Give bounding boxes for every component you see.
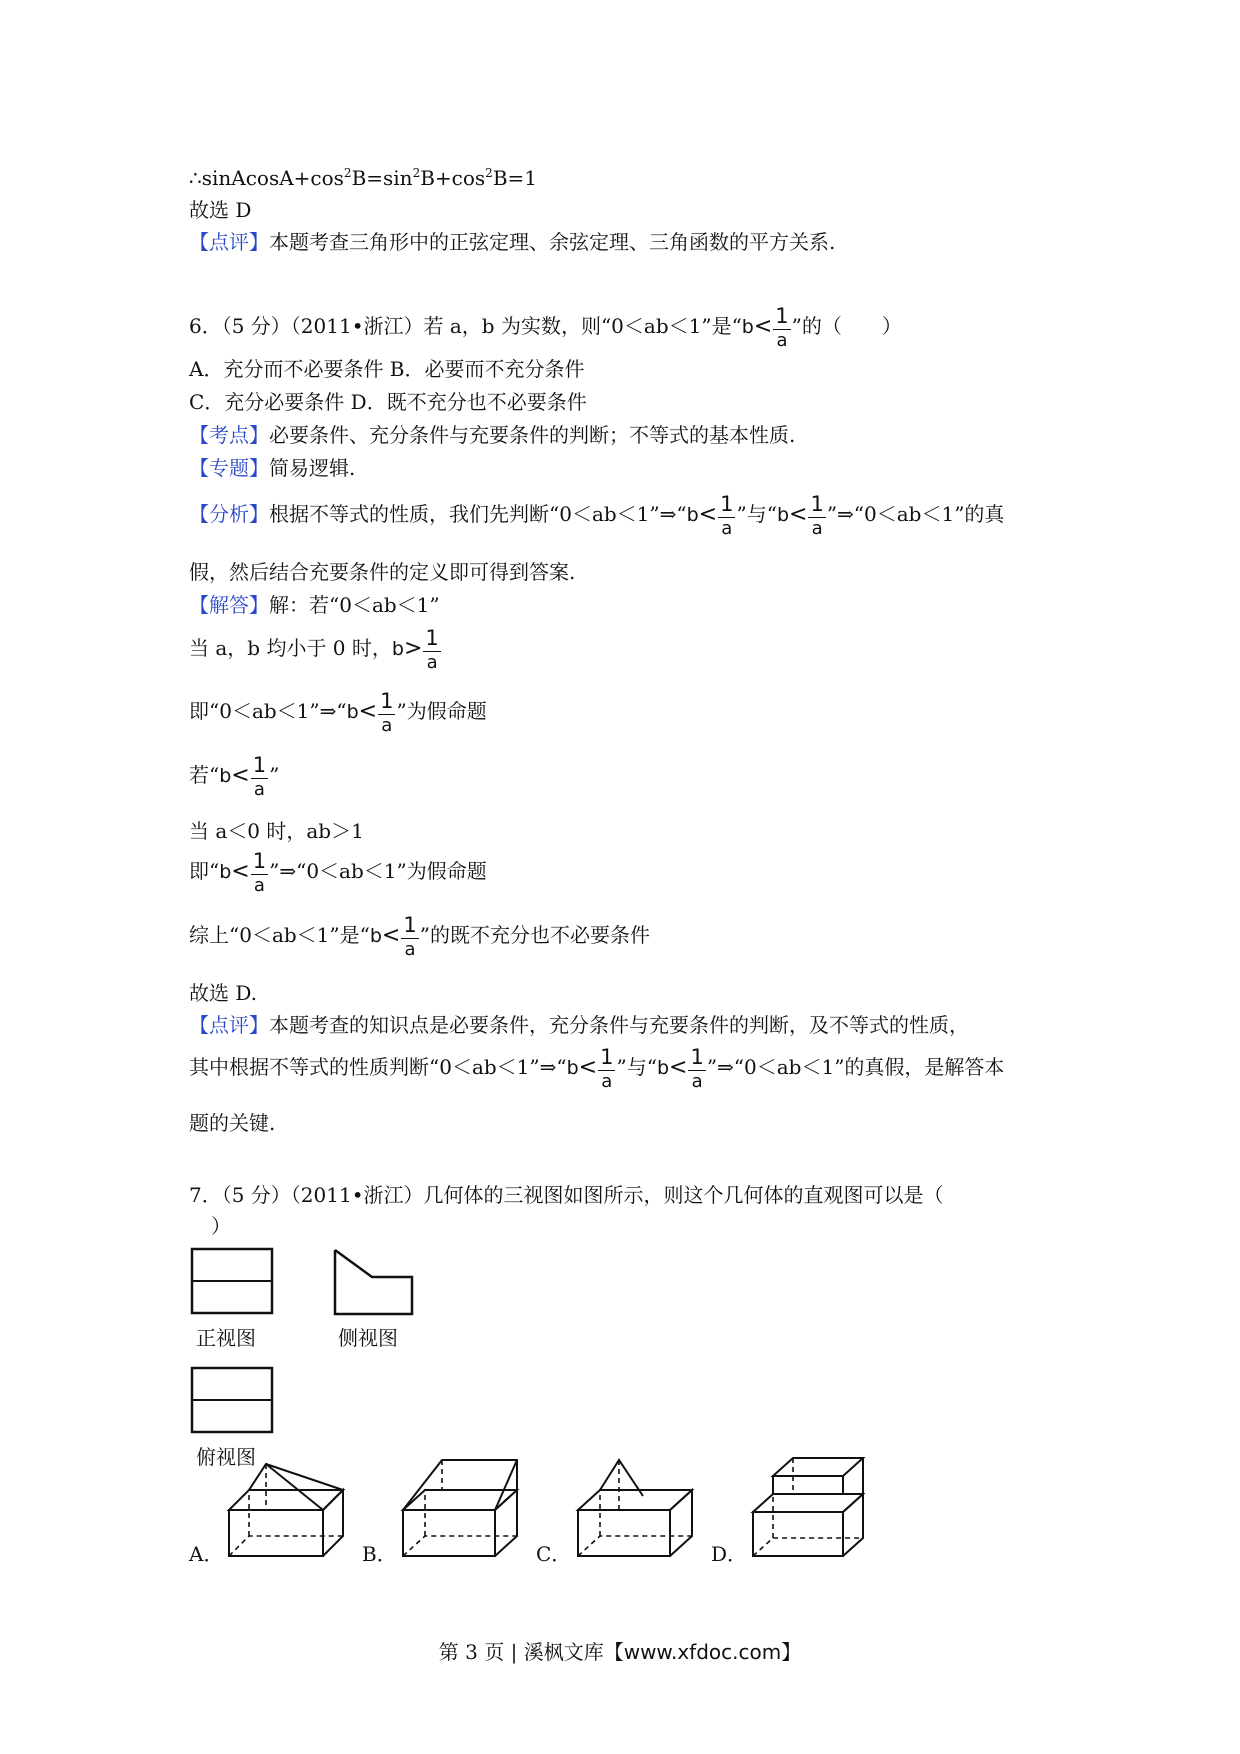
eq-part: B=sin: [351, 166, 413, 190]
var-b: b: [776, 504, 789, 526]
box-side: [495, 1490, 517, 1556]
sol-text: 即“: [189, 859, 220, 883]
dp-text: ”⇒“0＜ab＜1”的真假，是解答本: [706, 1055, 1005, 1079]
side-view-outline: [335, 1250, 412, 1314]
frac-num: 1: [720, 491, 734, 516]
dp-text: 其中根据不等式的性质判断“0＜ab＜1”⇒“: [189, 1055, 567, 1079]
choose-line: 故选 D: [189, 198, 252, 222]
fraction: [251, 752, 268, 800]
sol-text: ”为假命题: [396, 699, 487, 723]
solution-line-8: 故选 D.: [189, 981, 258, 1005]
jieda-tag: 【解答】: [189, 593, 269, 617]
exp: 2: [485, 166, 493, 180]
box-side: [670, 1490, 692, 1556]
option-d-label: D．: [711, 1542, 748, 1566]
q6-head: 6．（5 分）（2011•浙江）若 a，b 为实数，则“0＜ab＜1”是“: [189, 314, 742, 338]
frac-num: 1: [690, 1044, 704, 1069]
exp: 2: [412, 166, 421, 180]
var-b: b: [656, 1057, 669, 1079]
comment-text: 本题考查三角形中的正弦定理、余弦定理、三角函数的平方关系.: [269, 230, 836, 254]
lt-sign: <: [669, 1055, 688, 1080]
var-b: b: [346, 701, 359, 723]
frac-num: 1: [380, 688, 394, 713]
fraction: [401, 912, 418, 960]
side-view-label: 侧视图: [338, 1326, 398, 1350]
option-b-figure: [400, 1458, 520, 1562]
fraction: [718, 491, 735, 539]
frac-den: a: [811, 517, 823, 539]
frac-num: 1: [425, 625, 439, 650]
kaodian-tag: 【考点】: [189, 423, 269, 447]
box-side: [323, 1490, 343, 1556]
lower-side: [843, 1494, 863, 1556]
frac-den: a: [601, 1070, 613, 1092]
frac-num: 1: [252, 848, 267, 873]
var-b: b: [219, 861, 232, 883]
option-c-figure: [575, 1458, 695, 1562]
lt-sign: <: [578, 1055, 598, 1080]
kaodian-line: [189, 422, 795, 448]
top-view-figure: [190, 1366, 276, 1438]
var-b: b: [741, 316, 754, 338]
option-c-label: C．: [536, 1542, 572, 1566]
sol-text: ”的既不充分也不必要条件: [419, 923, 650, 947]
lt-sign: <: [753, 314, 773, 339]
page-footer: [0, 1636, 1240, 1665]
gt-sign: >: [403, 636, 423, 661]
q6-stem: [189, 302, 902, 350]
fenxi-line-2: 假，然后结合充要条件的定义即可得到答案.: [189, 560, 576, 584]
fraction: [423, 625, 440, 673]
fenxi-part: ”⇒“0＜ab＜1”的真: [826, 502, 1005, 526]
q7-stem-close: ）: [211, 1214, 231, 1238]
dp-text: ”与“: [616, 1055, 657, 1079]
eq-part: ∴sinAcosA+cos: [189, 166, 344, 190]
eq-part: B=1: [492, 166, 537, 190]
front-view-figure: [190, 1247, 276, 1319]
dianping-line: [189, 1012, 969, 1038]
top-view-label: 俯视图: [196, 1445, 256, 1469]
bracket-open: 【: [603, 1640, 624, 1664]
exp: 2: [343, 166, 352, 180]
box-front: [403, 1510, 495, 1556]
option-b-label: B．: [362, 1542, 397, 1566]
frac-den: a: [253, 874, 265, 896]
bracket-close: 】: [781, 1640, 802, 1664]
hidden-edges: [578, 1536, 692, 1556]
solution-line-4: [189, 751, 279, 799]
frac-den: a: [426, 651, 438, 673]
zhuanti-line: [189, 455, 355, 481]
frac-den: a: [381, 714, 393, 736]
fenxi-tag: 【分析】: [189, 502, 269, 526]
sol-text: 若“: [189, 763, 220, 787]
frac-den: a: [691, 1070, 703, 1092]
dianping-line-2: [189, 1043, 1004, 1091]
footer-separator: |: [510, 1640, 518, 1664]
q6-options-ab: A．充分而不必要条件 B．必要而不充分条件: [189, 357, 585, 381]
frac-den: a: [776, 329, 788, 351]
q7-stem: 7．（5 分）（2011•浙江）几何体的三视图如图所示，则这个几何体的直观图可以是（: [189, 1183, 944, 1207]
sol-text: ”: [269, 763, 280, 787]
equation-line: [189, 165, 537, 191]
hidden-edges: [403, 1536, 517, 1556]
sol-text: ”⇒“0＜ab＜1”为假命题: [269, 859, 487, 883]
var-b: b: [369, 925, 382, 947]
fenxi-line: [189, 490, 1004, 538]
dianping-line-3: 题的关键.: [189, 1111, 276, 1135]
solution-line-6: [189, 847, 487, 895]
lower-front: [753, 1512, 843, 1556]
wedge-edge: [266, 1464, 323, 1510]
lt-sign: <: [381, 923, 401, 948]
lt-sign: <: [231, 763, 250, 788]
jieda-line: [189, 592, 440, 618]
option-d-figure: [750, 1456, 866, 1562]
frac-num: 1: [600, 1044, 614, 1069]
fraction: [251, 848, 268, 896]
lt-sign: <: [358, 699, 378, 724]
zhuanti-tag: 【专题】: [189, 456, 269, 480]
q6-tail: ”的（ ）: [791, 314, 902, 338]
eq-part: B+cos: [420, 166, 486, 190]
box-top: [578, 1490, 692, 1510]
option-a-figure: [226, 1462, 346, 1562]
box-front: [229, 1510, 323, 1556]
sol-text: 综上“0＜ab＜1”是“: [189, 923, 370, 947]
var-b: b: [219, 765, 232, 787]
fraction: [773, 303, 790, 351]
slope: [403, 1460, 517, 1510]
fenxi-part: ”与“: [736, 502, 777, 526]
lt-sign: <: [231, 859, 250, 884]
zhuanti-text: 简易逻辑.: [269, 456, 356, 480]
fraction: [688, 1044, 705, 1092]
var-b: b: [686, 504, 699, 526]
dianping-text: 本题考查的知识点是必要条件，充分条件与充要条件的判断，及不等式的性质，: [269, 1013, 969, 1037]
wedge: [249, 1464, 343, 1490]
fraction: [598, 1044, 615, 1092]
solution-line-3: [189, 687, 487, 735]
q6-options-cd: C．充分必要条件 D．既不充分也不必要条件: [189, 390, 587, 414]
site-link[interactable]: www.xfdoc.com: [623, 1640, 782, 1664]
option-a-label: A．: [189, 1542, 224, 1566]
page-number: 第 3 页: [438, 1640, 505, 1664]
side-view-figure: [332, 1247, 416, 1319]
solution-line-7: [189, 911, 650, 959]
solution-line-2: [189, 624, 442, 672]
solution-line-5: 当 a＜0 时，ab＞1: [189, 819, 364, 843]
prev-comment-line: [189, 229, 835, 255]
comment-tag: 【点评】: [189, 230, 269, 254]
jieda-text: 解：若“0＜ab＜1”: [269, 593, 440, 617]
slope-edge: [495, 1460, 517, 1510]
lt-sign: <: [698, 502, 718, 527]
var-b: b: [566, 1057, 579, 1079]
fenxi-part: 根据不等式的性质，我们先判断“0＜ab＜1”⇒“: [269, 502, 687, 526]
sol-text: 当 a，b 均小于 0 时，: [189, 636, 392, 660]
lt-sign: <: [789, 502, 808, 527]
frac-den: a: [253, 778, 265, 800]
sol-text: 即“0＜ab＜1”⇒“: [189, 699, 347, 723]
library-name: 溪枫文库: [523, 1640, 604, 1664]
front-view-label: 正视图: [196, 1326, 256, 1350]
frac-num: 1: [810, 491, 824, 516]
fraction: [378, 688, 395, 736]
dianping-tag: 【点评】: [189, 1013, 269, 1037]
upper-top: [773, 1458, 863, 1476]
frac-den: a: [721, 517, 733, 539]
var-b: b: [391, 638, 404, 660]
frac-den: a: [404, 938, 416, 960]
box-front: [578, 1510, 670, 1556]
frac-num: 1: [252, 752, 267, 777]
frac-num: 1: [775, 303, 789, 328]
kaodian-text: 必要条件、充分条件与充要条件的判断；不等式的基本性质.: [269, 423, 796, 447]
fraction: [808, 491, 825, 539]
frac-num: 1: [403, 912, 417, 937]
